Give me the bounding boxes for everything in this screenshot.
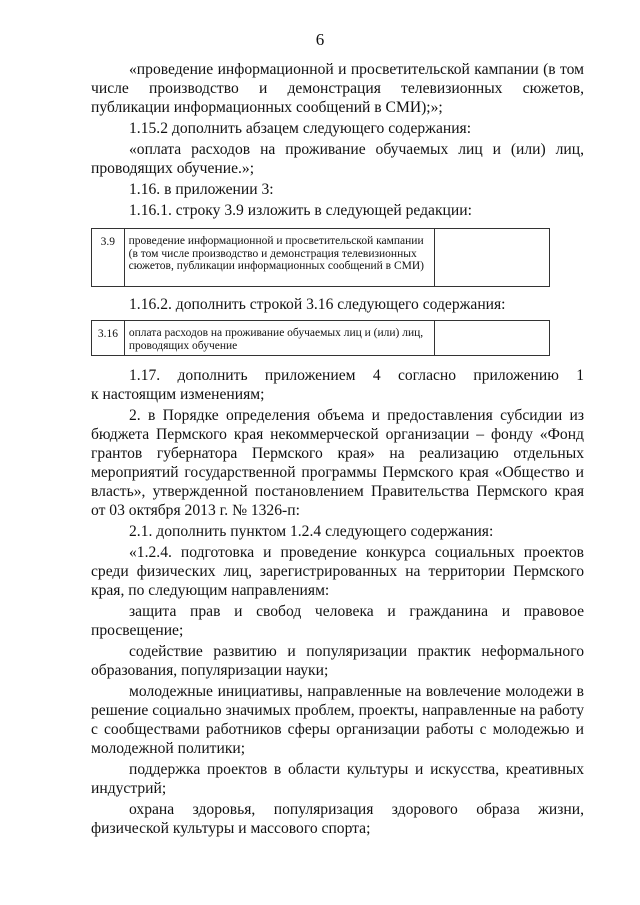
paragraph-2-1: 2.1. дополнить пунктом 1.2.4 следующего содержания: — [129, 523, 494, 540]
row-text-cell: оплата расходов на проживание обучаемых лиц и (или) лиц, проводящих обучение — [124, 321, 434, 356]
table-row-3-16 — [91, 320, 550, 356]
table-row-3-9 — [91, 228, 550, 287]
word: приложению — [473, 367, 559, 384]
row-empty-cell — [434, 321, 549, 356]
word: 4 — [372, 367, 381, 384]
table-row — [92, 229, 550, 287]
page-number: 6 — [315, 30, 325, 49]
paragraph-education: содействие развитию и популяризации практик неформального образования, популяризации науки; — [91, 643, 584, 679]
word: 1.17. — [129, 367, 161, 384]
word: дополнить — [177, 367, 248, 384]
word: 1 — [576, 367, 584, 384]
paragraph-accommodation-costs: «оплата расходов на проживание обучаемых лиц и (или) лиц, проводящих обучение.»; — [91, 141, 584, 177]
row-empty-cell — [435, 229, 550, 287]
paragraph-2-procedure: 2. в Порядке определения объема и предоставления субсидии из бюджета Пермского края некоммерческой организации – фонду «Фонд грантов губернатора Пермского края» на реализацию отдельных мероприятий государственной программы Пермского края «Общество и власть», утвержденной постановлением Правительства Пермского края от 03 октября 2013 г. № 1326-п: — [91, 407, 584, 519]
word: согласно — [397, 367, 457, 384]
paragraph-health: охрана здоровья, популяризация здорового образа жизни, физической культуры и массового спорта; — [91, 801, 584, 837]
paragraph-culture: поддержка проектов в области культуры и искусства, креативных индустрий; — [91, 761, 584, 797]
word: приложением — [264, 367, 356, 384]
paragraph-1-17-continuation: к настоящим изменениям; — [91, 386, 265, 403]
paragraph-1-16-2: 1.16.2. дополнить строкой 3.16 следующего содержания: — [129, 296, 506, 313]
paragraph-human-rights: защита прав и свобод человека и гражданина и правовое просвещение; — [91, 603, 584, 639]
row-text-cell: проведение информационной и просветительской кампании (в том числе производство и демонстрация телевизионных сюжетов, публикации информационных сообщений в СМИ) — [124, 229, 435, 287]
row-number-cell: 3.9 — [92, 229, 125, 287]
paragraph-youth: молодежные инициативы, направленные на вовлечение молодежи в решение социально значимых проблем, проекты, направленные на работу с сообществами работников сферы организации работы с молодежью и молодежной политики; — [91, 683, 584, 757]
paragraph-1-16-1: 1.16.1. строку 3.9 изложить в следующей редакции: — [129, 202, 472, 219]
paragraph-1-16: 1.16. в приложении 3: — [129, 181, 274, 198]
paragraph-1-2-4: «1.2.4. подготовка и проведение конкурса социальных проектов среди физических лиц, зарегистрированных на территории Пермского края, по следующим направлениям: — [91, 544, 584, 599]
document-body — [91, 60, 584, 838]
paragraph-1-17 — [91, 366, 584, 385]
paragraph-info-campaign: «проведение информационной и просветительской кампании (в том числе производство и демонстрация телевизионных сюжетов, публикации информационных сообщений в СМИ);»; — [91, 61, 584, 116]
paragraph-1-15-2: 1.15.2 дополнить абзацем следующего содержания: — [129, 120, 472, 137]
table-row — [92, 321, 550, 356]
row-number-cell: 3.16 — [92, 321, 125, 356]
